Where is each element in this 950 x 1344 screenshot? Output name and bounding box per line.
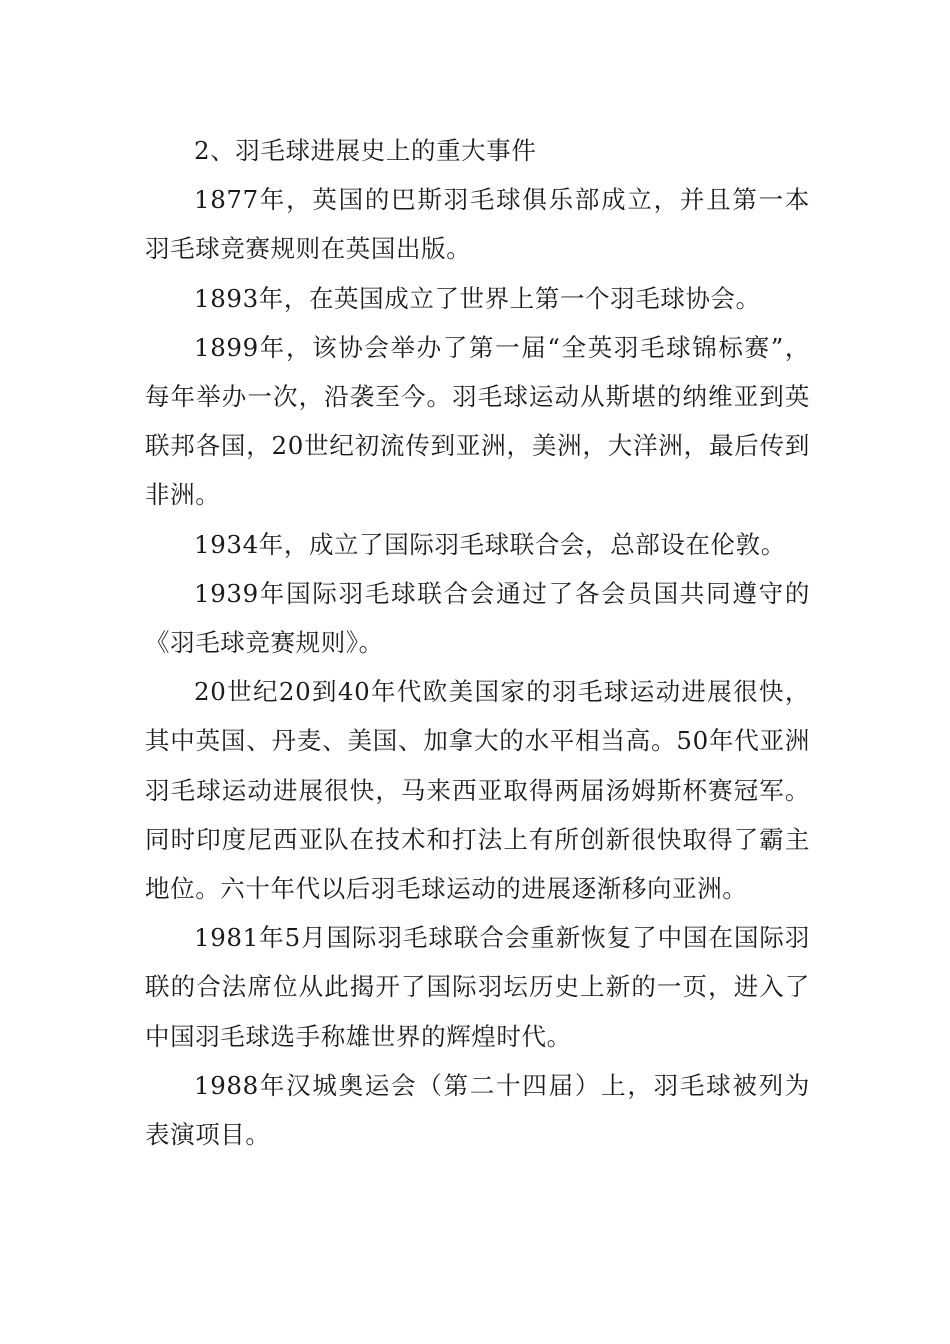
paragraph-1877: 1877年，英国的巴斯羽毛球俱乐部成立，并且第一本羽毛球竞赛规则在英国出版。 [145,185,810,264]
paragraph-1934: 1934年，成立了国际羽毛球联合会，总部设在伦敦。 [194,529,786,559]
paragraph-20th-century: 20世纪20到40年代欧美国家的羽毛球运动进展很快，其中英国、丹麦、美国、加拿大的水平相当高。50年代亚洲羽毛球运动进展很快，马来西亚取得两届汤姆斯杯赛冠军。同时印度尼西亚队在技术和打法上有所创新很快取得了霸主地位。六十年代以后羽毛球运动的进展逐渐移向亚洲。 [145,677,810,904]
section-heading: 2、羽毛球进展史上的重大事件 [194,136,537,165]
paragraph-1899: 1899年，该协会举办了第一届“全英羽毛球锦标赛”，每年举办一次，沿袭至今。羽毛球运动从斯堪的纳维亚到英联邦各国，20世纪初流传到亚洲，美洲，大洋洲，最后传到非洲。 [145,332,810,510]
paragraph-1988: 1988年汉城奥运会（第二十四届）上，羽毛球被列为表演项目。 [145,1070,810,1150]
paragraph-1893: 1893年，在英国成立了世界上第一个羽毛球协会。 [194,283,761,313]
paragraph-1981: 1981年5月国际羽毛球联合会重新恢复了中国在国际羽联的合法席位从此揭开了国际羽坛历史上新的一页，进入了中国羽毛球选手称雄世界的辉煌时代。 [145,923,810,1051]
paragraph-1939: 1939年国际羽毛球联合会通过了各会员国共同遵守的《羽毛球竞赛规则》。 [145,578,810,658]
document-body [145,126,810,1159]
